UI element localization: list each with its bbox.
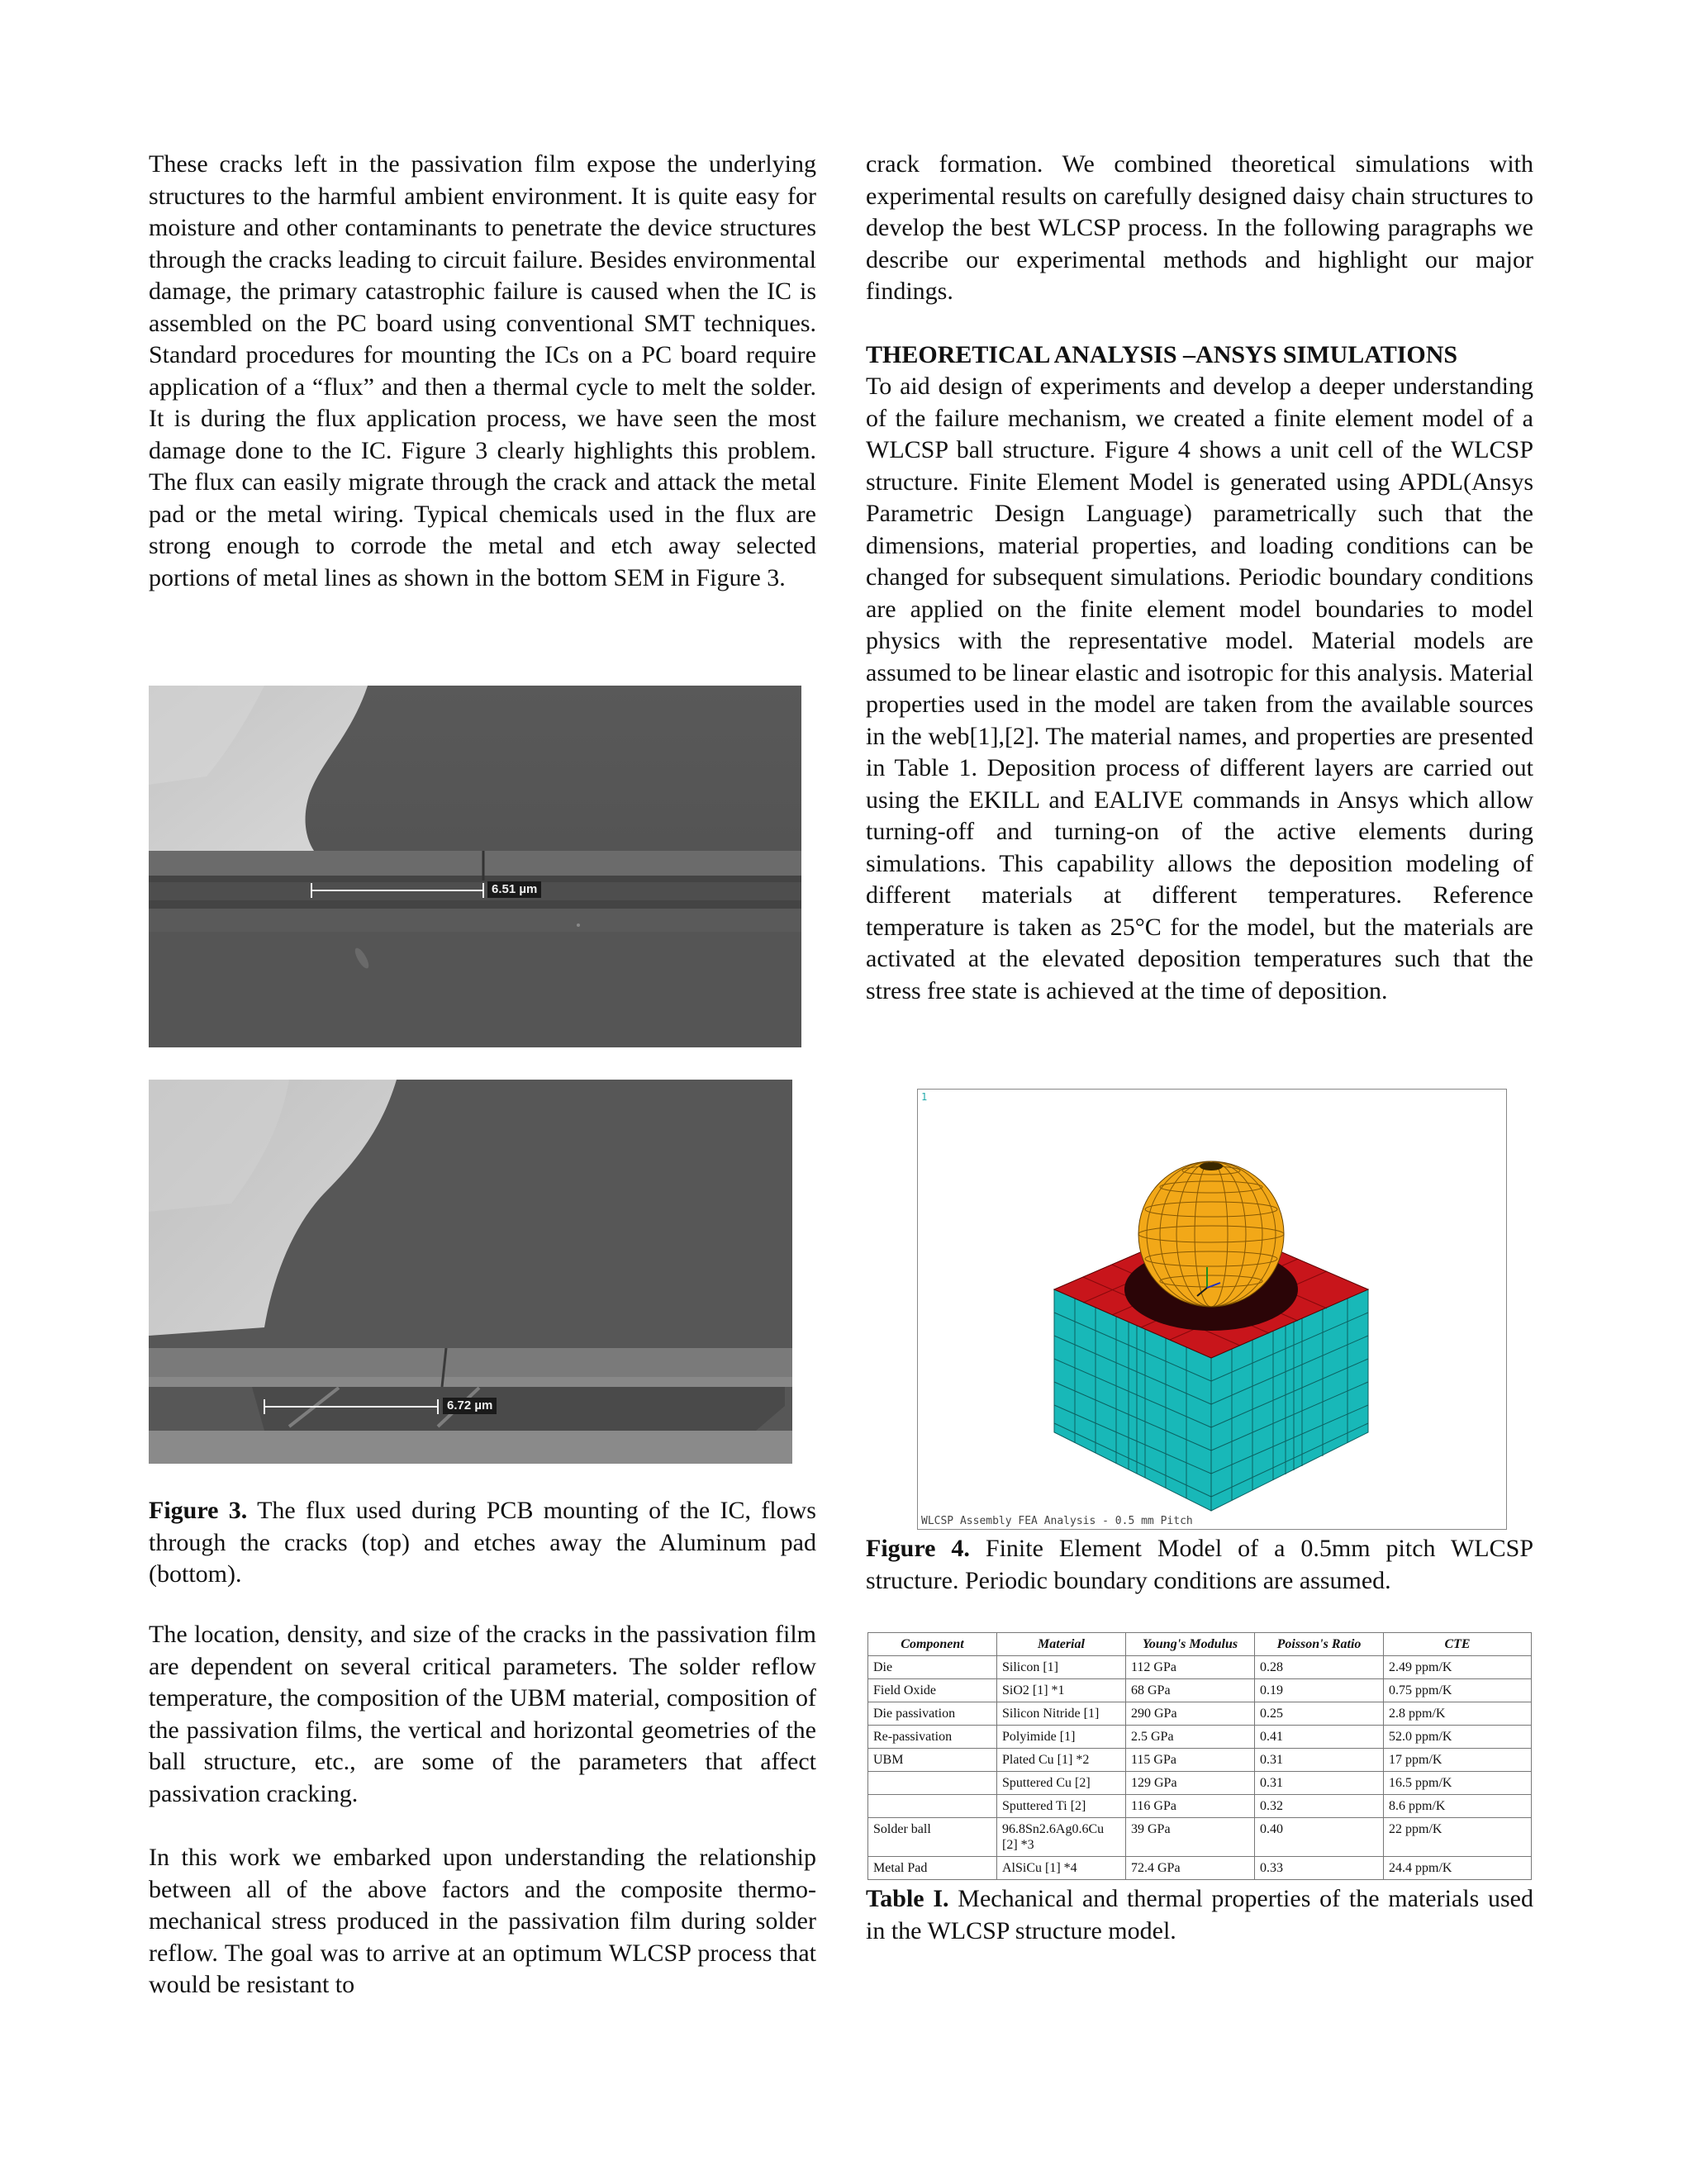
table-cell: SiO2 [1] *1 bbox=[997, 1679, 1126, 1702]
sem-image-top bbox=[149, 686, 801, 1047]
table-cell: 129 GPa bbox=[1126, 1772, 1255, 1795]
table-cell: 115 GPa bbox=[1126, 1749, 1255, 1772]
table-cell: 2.49 ppm/K bbox=[1384, 1656, 1532, 1679]
table-cell: 68 GPa bbox=[1126, 1679, 1255, 1702]
table-cell: 16.5 ppm/K bbox=[1384, 1772, 1532, 1795]
table-cell: 24.4 ppm/K bbox=[1384, 1857, 1532, 1880]
fea-corner-label: 1 bbox=[921, 1091, 928, 1103]
right-column bbox=[866, 149, 1533, 1007]
table-cell: Sputtered Ti [2] bbox=[997, 1795, 1126, 1818]
table-cell bbox=[868, 1795, 997, 1818]
material-properties-table bbox=[867, 1632, 1532, 1880]
sem-top-graphic bbox=[149, 686, 801, 1047]
table-row bbox=[868, 1795, 1532, 1818]
table-cell: Re-passivation bbox=[868, 1726, 997, 1749]
table-cell: Plated Cu [1] *2 bbox=[997, 1749, 1126, 1772]
column-header: Component bbox=[868, 1633, 997, 1656]
left-column bbox=[149, 149, 816, 594]
sem-image-bottom bbox=[149, 1080, 792, 1464]
table-cell: 116 GPa bbox=[1126, 1795, 1255, 1818]
table-cell: 112 GPa bbox=[1126, 1656, 1255, 1679]
table-header-row bbox=[868, 1633, 1532, 1656]
table-cell: Silicon Nitride [1] bbox=[997, 1702, 1126, 1726]
table-cell: 0.32 bbox=[1255, 1795, 1384, 1818]
table-cell: AlSiCu [1] *4 bbox=[997, 1857, 1126, 1880]
table-row bbox=[868, 1818, 1532, 1857]
scale-bar-label: 6.51 µm bbox=[487, 881, 541, 898]
table-row bbox=[868, 1749, 1532, 1772]
table-cell: Sputtered Cu [2] bbox=[997, 1772, 1126, 1795]
figure-3-caption bbox=[149, 1495, 816, 1591]
table-cell: 0.33 bbox=[1255, 1857, 1384, 1880]
figure-label: Figure 3. bbox=[149, 1497, 248, 1524]
column-header: Material bbox=[997, 1633, 1126, 1656]
body-paragraph: The location, density, and size of the cracks in the passivation film are dependent on several critical parameters. The solder reflow temperature, the composition of the UBM material, composition of the passivation films, the vertical and horizontal geometries of the ball structure, etc., are some of the parameters that affect passivation cracking. bbox=[149, 1621, 816, 1807]
table-cell: 2.8 ppm/K bbox=[1384, 1702, 1532, 1726]
left-column-lower bbox=[149, 1619, 816, 1810]
table-row bbox=[868, 1679, 1532, 1702]
table-cell: UBM bbox=[868, 1749, 997, 1772]
column-header: Poisson's Ratio bbox=[1255, 1633, 1384, 1656]
scale-bar bbox=[311, 890, 483, 891]
table-row bbox=[868, 1772, 1532, 1795]
column-header: CTE bbox=[1384, 1633, 1532, 1656]
figure-4-caption bbox=[866, 1533, 1533, 1597]
table-row bbox=[868, 1726, 1532, 1749]
caption-text: Mechanical and thermal properties of the materials used in the WLCSP structure model. bbox=[866, 1885, 1534, 1944]
table-cell: 290 GPa bbox=[1126, 1702, 1255, 1726]
caption-text: Finite Element Model of a 0.5mm pitch WLCSP structure. Periodic boundary conditions are assumed. bbox=[866, 1535, 1533, 1594]
table-cell: 0.28 bbox=[1255, 1656, 1384, 1679]
table-cell: 22 ppm/K bbox=[1384, 1818, 1532, 1857]
table-cell: 96.8Sn2.6Ag0.6Cu [2] *3 bbox=[997, 1818, 1126, 1857]
section-heading: THEORETICAL ANALYSIS –ANSYS SIMULATIONS bbox=[866, 340, 1458, 368]
table-cell: 0.75 ppm/K bbox=[1384, 1679, 1532, 1702]
table-cell: 0.25 bbox=[1255, 1702, 1384, 1726]
table-cell: Polyimide [1] bbox=[997, 1726, 1126, 1749]
body-paragraph: crack formation. We combined theoretical simulations with experimental results on carefully designed daisy chain structures to develop the best WLCSP process. In the following paragraphs we describe our experimental methods and highlight our major findings. bbox=[866, 150, 1533, 305]
fea-model-graphic bbox=[918, 1090, 1506, 1529]
table-cell: 0.40 bbox=[1255, 1818, 1384, 1857]
body-paragraph: To aid design of experiments and develop a deeper understanding of the failure mechanism, we created a finite element model of a WLCSP ball structure. Figure 4 shows a unit cell of the WLCSP structure. Finite Element Model is generated using APDL(Ansys Parametric Design Language) parametrically such that the dimensions, material properties, and loading conditions can be changed for subsequent simulations. Periodic boundary conditions are applied on the finite element model boundaries to model physics with the representative model. Material models are assumed to be linear elastic and isotropic for this analysis. Material properties used in the model are taken from the available sources in the web[1],[2]. The material names, and properties are presented in Table 1. Deposition process of different layers are carried out using the EKILL and EALIVE commands in Ansys which allow turning-off and turning-on of the active elements during simulations. This capability allows the deposition modeling of different materials at different temperatures. Reference temperature is taken as 25°C for the model, but the materials are activated at the elevated deposition temperatures such that the stress free state is achieved at the time of deposition. bbox=[866, 373, 1533, 1004]
table-cell: Die bbox=[868, 1656, 997, 1679]
table-cell: Silicon [1] bbox=[997, 1656, 1126, 1679]
table-cell: Metal Pad bbox=[868, 1857, 997, 1880]
table-row bbox=[868, 1656, 1532, 1679]
table-cell: 17 ppm/K bbox=[1384, 1749, 1532, 1772]
scale-bar-tick-left bbox=[264, 1399, 265, 1414]
table-cell: Die passivation bbox=[868, 1702, 997, 1726]
body-paragraph: These cracks left in the passivation film expose the underlying structures to the harmful ambient environment. It is quite easy for moisture and other contaminants to penetrate the device structures through the cracks leading to circuit failure. Besides environmental damage, the primary catastrophic failure is caused when the IC is assembled on the PC board using conventional SMT techniques. Standard procedures for mounting the ICs on a PC board require application of a “flux” and then a thermal cycle to melt the solder. It is during the flux application process, we have seen the most damage done to the IC. Figure 3 clearly highlights this problem. The flux can easily migrate through the crack and attack the metal pad or the metal wiring. Typical chemicals used in the flux are strong enough to corrode the metal and etch away selected portions of metal lines as shown in the bottom SEM in Figure 3. bbox=[149, 150, 816, 591]
table-cell: Field Oxide bbox=[868, 1679, 997, 1702]
table-cell: Solder ball bbox=[868, 1818, 997, 1857]
body-paragraph: In this work we embarked upon understanding the relationship between all of the above factors and the composite thermo-mechanical stress produced in the passivation film during solder reflow. The goal was to arrive at an optimum WLCSP process that would be resistant to bbox=[149, 1844, 816, 1998]
table-cell: 39 GPa bbox=[1126, 1818, 1255, 1857]
figure-label: Figure 4. bbox=[866, 1535, 970, 1562]
scale-bar-tick-left bbox=[311, 883, 312, 898]
table-cell: 72.4 GPa bbox=[1126, 1857, 1255, 1880]
scale-bar-tick-right bbox=[482, 883, 484, 898]
table-row bbox=[868, 1702, 1532, 1726]
table-cell: 52.0 ppm/K bbox=[1384, 1726, 1532, 1749]
table-cell bbox=[868, 1772, 997, 1795]
column-header: Young's Modulus bbox=[1126, 1633, 1255, 1656]
table-cell: 0.19 bbox=[1255, 1679, 1384, 1702]
scale-bar bbox=[264, 1406, 438, 1408]
left-column-last bbox=[149, 1842, 816, 2001]
fea-figure bbox=[917, 1089, 1507, 1530]
table-cell: 0.31 bbox=[1255, 1772, 1384, 1795]
table-cell: 0.41 bbox=[1255, 1726, 1384, 1749]
table-cell: 8.6 ppm/K bbox=[1384, 1795, 1532, 1818]
table-cell: 0.31 bbox=[1255, 1749, 1384, 1772]
table-row bbox=[868, 1857, 1532, 1880]
caption-text: The flux used during PCB mounting of the IC, flows through the cracks (top) and etches away the Aluminum pad (bottom). bbox=[149, 1497, 816, 1588]
scale-bar-label: 6.72 µm bbox=[443, 1398, 497, 1414]
table-label: Table I. bbox=[866, 1885, 949, 1912]
table-1-caption bbox=[866, 1883, 1533, 1947]
scale-bar-tick-right bbox=[437, 1399, 439, 1414]
table-cell: 2.5 GPa bbox=[1126, 1726, 1255, 1749]
fea-footer-label: WLCSP Assembly FEA Analysis - 0.5 mm Pitch bbox=[921, 1515, 1193, 1527]
